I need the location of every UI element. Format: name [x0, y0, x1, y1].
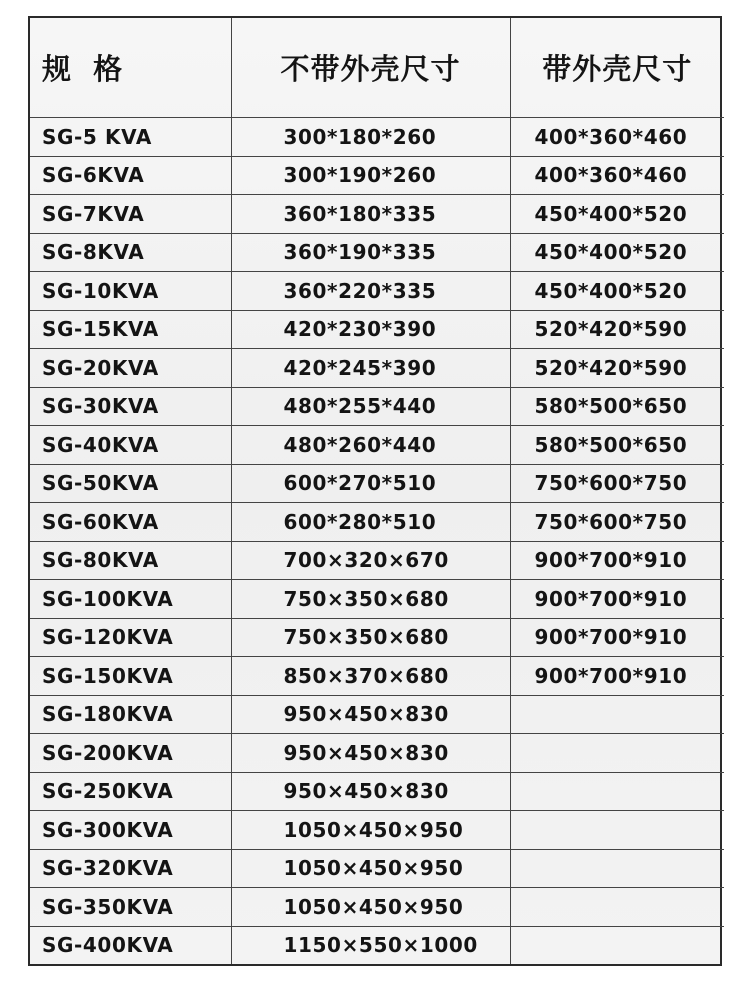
- cell-spec: SG-30KVA: [30, 387, 231, 426]
- cell-with-shell: [510, 926, 724, 964]
- table-row: [30, 503, 724, 542]
- table-row: [30, 310, 724, 349]
- header-spec: 规 格: [30, 18, 231, 118]
- cell-without-shell: 480*260*440: [231, 426, 510, 465]
- cell-spec: SG-350KVA: [30, 888, 231, 927]
- cell-with-shell: [510, 734, 724, 773]
- cell-with-shell: 900*700*910: [510, 541, 724, 580]
- table-row: [30, 426, 724, 465]
- spec-table-sheet: [28, 16, 722, 966]
- cell-spec: SG-300KVA: [30, 811, 231, 850]
- cell-without-shell: 600*270*510: [231, 464, 510, 503]
- table-row: [30, 580, 724, 619]
- cell-with-shell: [510, 772, 724, 811]
- cell-without-shell: 1150×550×1000: [231, 926, 510, 964]
- cell-without-shell: 600*280*510: [231, 503, 510, 542]
- cell-without-shell: 1050×450×950: [231, 888, 510, 927]
- table-row: [30, 849, 724, 888]
- cell-spec: SG-60KVA: [30, 503, 231, 542]
- cell-without-shell: 420*245*390: [231, 349, 510, 388]
- header-without-shell: 不带外壳尺寸: [231, 18, 510, 118]
- cell-spec: SG-320KVA: [30, 849, 231, 888]
- cell-spec: SG-100KVA: [30, 580, 231, 619]
- cell-with-shell: 520*420*590: [510, 310, 724, 349]
- cell-without-shell: 950×450×830: [231, 772, 510, 811]
- cell-spec: SG-120KVA: [30, 618, 231, 657]
- cell-without-shell: 700×320×670: [231, 541, 510, 580]
- cell-without-shell: 360*180*335: [231, 195, 510, 234]
- table-row: [30, 734, 724, 773]
- cell-with-shell: 450*400*520: [510, 195, 724, 234]
- table-row: [30, 541, 724, 580]
- cell-with-shell: 900*700*910: [510, 618, 724, 657]
- table-row: [30, 195, 724, 234]
- table-row: [30, 349, 724, 388]
- table-row: [30, 156, 724, 195]
- cell-with-shell: 520*420*590: [510, 349, 724, 388]
- cell-with-shell: [510, 695, 724, 734]
- header-with-shell: 带外壳尺寸: [510, 18, 724, 118]
- cell-without-shell: 850×370×680: [231, 657, 510, 696]
- cell-without-shell: 950×450×830: [231, 695, 510, 734]
- table-body: [30, 118, 724, 965]
- cell-spec: SG-200KVA: [30, 734, 231, 773]
- table-row: [30, 387, 724, 426]
- cell-spec: SG-400KVA: [30, 926, 231, 964]
- cell-without-shell: 750×350×680: [231, 580, 510, 619]
- table-row: [30, 926, 724, 964]
- dimension-table: [30, 18, 724, 964]
- table-row: [30, 695, 724, 734]
- table-row: [30, 118, 724, 157]
- cell-spec: SG-40KVA: [30, 426, 231, 465]
- cell-spec: SG-15KVA: [30, 310, 231, 349]
- header-row: [30, 18, 724, 118]
- table-row: [30, 657, 724, 696]
- cell-with-shell: 900*700*910: [510, 657, 724, 696]
- cell-with-shell: [510, 888, 724, 927]
- cell-without-shell: 1050×450×950: [231, 811, 510, 850]
- cell-without-shell: 1050×450×950: [231, 849, 510, 888]
- table-row: [30, 233, 724, 272]
- cell-spec: SG-80KVA: [30, 541, 231, 580]
- cell-with-shell: [510, 849, 724, 888]
- table-header: [30, 18, 724, 118]
- cell-spec: SG-6KVA: [30, 156, 231, 195]
- cell-with-shell: 750*600*750: [510, 464, 724, 503]
- cell-without-shell: 360*190*335: [231, 233, 510, 272]
- cell-without-shell: 750×350×680: [231, 618, 510, 657]
- cell-with-shell: 580*500*650: [510, 426, 724, 465]
- cell-with-shell: [510, 811, 724, 850]
- cell-without-shell: 300*180*260: [231, 118, 510, 157]
- cell-with-shell: 400*360*460: [510, 118, 724, 157]
- cell-spec: SG-5 KVA: [30, 118, 231, 157]
- cell-with-shell: 400*360*460: [510, 156, 724, 195]
- table-row: [30, 811, 724, 850]
- cell-spec: SG-180KVA: [30, 695, 231, 734]
- table-row: [30, 272, 724, 311]
- cell-without-shell: 300*190*260: [231, 156, 510, 195]
- table-row: [30, 772, 724, 811]
- cell-with-shell: 450*400*520: [510, 272, 724, 311]
- cell-without-shell: 360*220*335: [231, 272, 510, 311]
- cell-without-shell: 480*255*440: [231, 387, 510, 426]
- cell-with-shell: 450*400*520: [510, 233, 724, 272]
- table-row: [30, 464, 724, 503]
- cell-spec: SG-150KVA: [30, 657, 231, 696]
- cell-spec: SG-50KVA: [30, 464, 231, 503]
- table-row: [30, 888, 724, 927]
- cell-with-shell: 580*500*650: [510, 387, 724, 426]
- cell-spec: SG-20KVA: [30, 349, 231, 388]
- cell-spec: SG-8KVA: [30, 233, 231, 272]
- cell-spec: SG-7KVA: [30, 195, 231, 234]
- cell-spec: SG-10KVA: [30, 272, 231, 311]
- cell-spec: SG-250KVA: [30, 772, 231, 811]
- cell-with-shell: 750*600*750: [510, 503, 724, 542]
- cell-without-shell: 420*230*390: [231, 310, 510, 349]
- table-row: [30, 618, 724, 657]
- cell-without-shell: 950×450×830: [231, 734, 510, 773]
- cell-with-shell: 900*700*910: [510, 580, 724, 619]
